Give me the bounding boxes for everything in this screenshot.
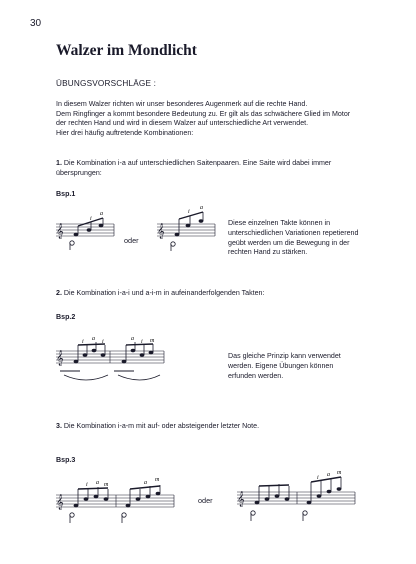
svg-text:𝄞: 𝄞 xyxy=(56,224,64,239)
fingering-a: a xyxy=(327,472,330,478)
fingering-a: a xyxy=(92,336,95,342)
music-staff-example-3a xyxy=(56,477,176,527)
music-staff-example-1a xyxy=(56,212,116,252)
fingering-a: a xyxy=(131,336,134,342)
svg-text:𝄞: 𝄞 xyxy=(56,351,64,366)
music-staff-example-1b xyxy=(157,206,217,252)
or-label-3: oder xyxy=(198,496,213,505)
intro-paragraph xyxy=(56,100,376,138)
fingering-m: m xyxy=(150,338,155,344)
note-line: unterschiedlichen Variationen repetierend xyxy=(228,228,359,237)
fingering-i: i xyxy=(82,339,84,345)
section-3-heading xyxy=(56,422,259,432)
note-line: rechten Hand zu stärken. xyxy=(228,248,308,257)
section-2-heading xyxy=(56,289,264,299)
section-1-text: Die Kombination i-a auf unterschiedlichen Saitenpaaren. Eine Saite wird dabei immer xyxy=(61,159,332,167)
page-number: 30 xyxy=(30,18,42,29)
section-3-number: 3. xyxy=(56,422,62,430)
note-line: Diese einzelnen Takte können in xyxy=(228,219,331,227)
example-2-note xyxy=(228,352,341,381)
fingering-m: m xyxy=(155,477,160,483)
svg-text:𝄞: 𝄞 xyxy=(56,495,64,510)
fingering-i: i xyxy=(141,339,143,345)
fingering-m: m xyxy=(337,470,342,476)
or-label-1: oder xyxy=(124,236,139,245)
note-line: werden. Eigene Übungen können xyxy=(228,361,334,370)
note-line: geübt werden um die Bewegung in der xyxy=(228,238,350,247)
example-2-label: Bsp.2 xyxy=(56,313,76,321)
fingering-a: a xyxy=(144,480,147,486)
example-1-note xyxy=(228,219,358,258)
example-3-label: Bsp.3 xyxy=(56,456,76,464)
fingering-a: a xyxy=(96,480,99,486)
example-1-label: Bsp.1 xyxy=(56,190,76,198)
note-line: Das gleiche Prinzip kann verwendet xyxy=(228,352,341,360)
fingering-m: m xyxy=(104,482,109,488)
fingering-i: i xyxy=(317,475,319,481)
intro-line: In diesem Walzer richten wir unser besonderes Augenmerk auf die rechte Hand. xyxy=(56,100,308,108)
intro-line: der rechten Hand und wird in diesem Walzer auf unterschiedliche Art verwendet. xyxy=(56,119,309,128)
fingering-i: i xyxy=(102,339,104,345)
intro-line: Dem Ringfinger a kommt besondere Bedeutung zu. Er gilt als das schwächere Glied im Motor xyxy=(56,109,351,118)
fingering-i: i xyxy=(86,482,88,488)
section-subheading: ÜBUNGSVORSCHLÄGE : xyxy=(56,79,157,88)
fingering-a: a xyxy=(100,211,103,217)
music-staff-example-2 xyxy=(56,337,166,387)
svg-text:𝄞: 𝄞 xyxy=(157,224,165,239)
svg-text:𝄞: 𝄞 xyxy=(237,492,245,507)
section-3-text: Die Kombination i-a-m mit auf- oder absteigender letzter Note. xyxy=(61,422,260,430)
section-2-text: Die Kombination i-a-i und a-i-m in aufeinanderfolgenden Takten: xyxy=(61,289,265,297)
note-line: erfunden werden. xyxy=(228,371,284,380)
section-2-number: 2. xyxy=(56,289,62,297)
fingering-i: i xyxy=(188,209,190,215)
section-1-heading xyxy=(56,159,331,169)
section-1-text-line2: übersprungen: xyxy=(56,169,102,177)
section-1-number: 1. xyxy=(56,159,62,167)
intro-line: Hier drei häufig auftretende Kombinationen: xyxy=(56,128,194,137)
page-title: Walzer im Mondlicht xyxy=(56,42,197,59)
fingering-i: i xyxy=(90,216,92,222)
music-staff-example-3b xyxy=(237,470,357,526)
fingering-a: a xyxy=(200,205,203,211)
